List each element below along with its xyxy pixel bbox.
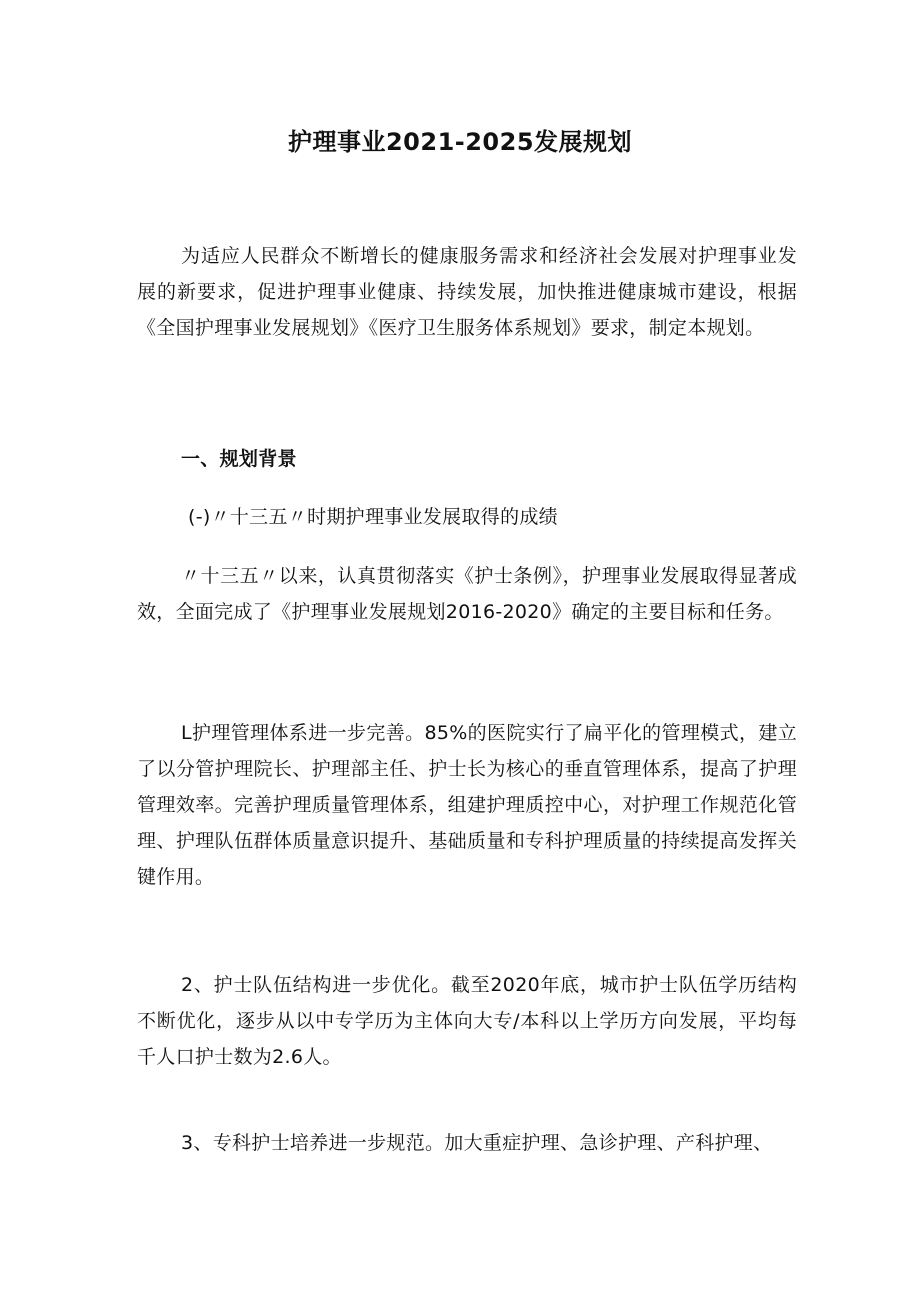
summary-paragraph: 〃十三五〃以来，认真贯彻落实《护士条例》，护理事业发展取得显著成效，全面完成了《护理事业发展规划2016-2020》确定的主要目标和任务。 <box>137 565 797 623</box>
page-title: 护理事业2021-2025发展规划 <box>287 128 633 156</box>
item-paragraph-1: L护理管理体系进一步完善。85%的医院实行了扁平化的管理模式，建立了以分管护理院长、护理部主任、护士长为核心的垂直管理体系，提高了护理管理效率。完善护理质量管理体系，组建护理质控中心，对护理工作规范化管理、护理队伍群体质量意识提升、基础质量和专科护理质量的持续提高发挥关键作用。 <box>137 722 797 888</box>
intro-paragraph: 为适应人民群众不断增长的健康服务需求和经济社会发展对护理事业发展的新要求，促进护理事业健康、持续发展，加快推进健康城市建设，根据《全国护理事业发展规划》《医疗卫生服务体系规划》要求，制定本规划。 <box>137 245 797 339</box>
section-heading-background: 一、规划背景 <box>181 448 297 470</box>
item-paragraph-2: 2、护士队伍结构进一步优化。截至2020年底，城市护士队伍学历结构不断优化，逐步从以中专学历为主体向大专/本科以上学历方向发展，平均每千人口护士数为2.6人。 <box>137 974 797 1068</box>
subsection-heading-achievements: (-)〃十三五〃时期护理事业发展取得的成绩 <box>188 506 558 528</box>
item-paragraph-3: 3、专科护士培养进一步规范。加大重症护理、急诊护理、产科护理、 <box>181 1132 773 1154</box>
